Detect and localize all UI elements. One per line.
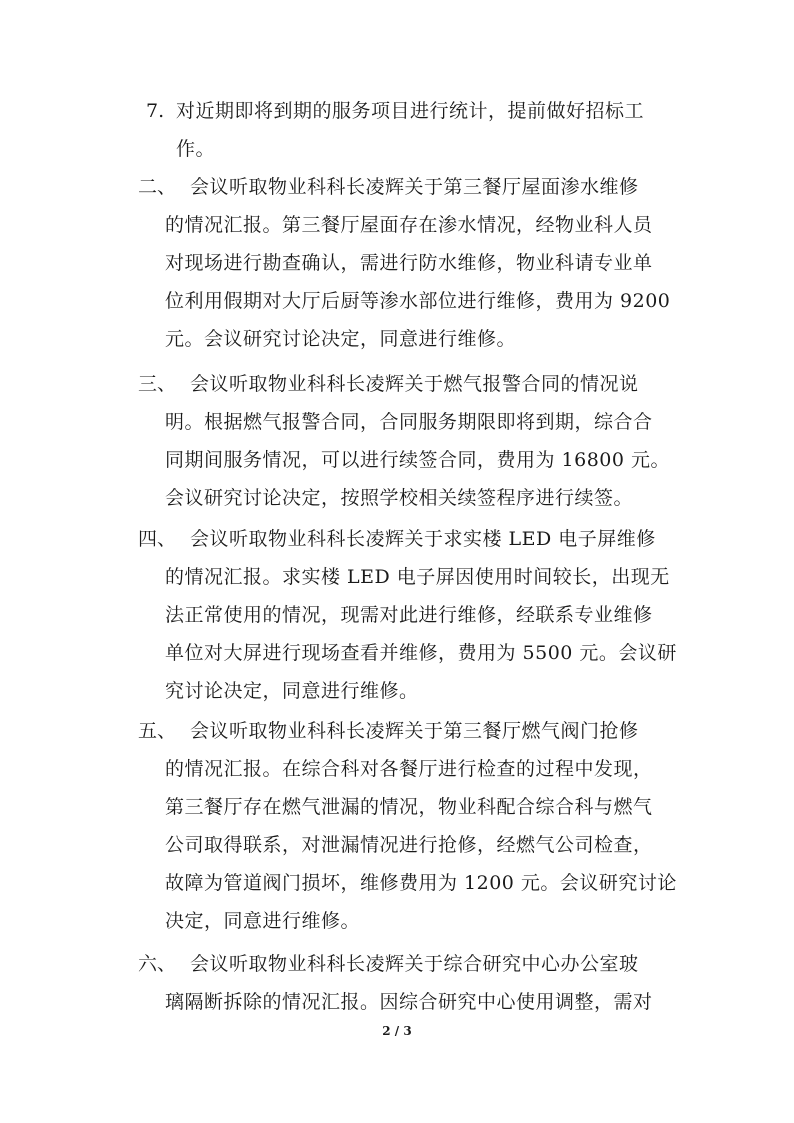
item-line: 会议研究讨论决定，按照学校相关续签程序进行续签。 <box>165 487 634 509</box>
item-number: 五、 <box>138 720 177 742</box>
item-number: 三、 <box>138 373 177 395</box>
item-line: 决定，同意进行维修。 <box>165 910 361 932</box>
item-number: 二、 <box>138 176 177 198</box>
item-line: 究讨论决定，同意进行维修。 <box>165 680 419 702</box>
item-line: 璃隔断拆除的情况汇报。因综合研究中心使用调整，需对 <box>165 991 653 1013</box>
item-line: 元。会议研究讨论决定，同意进行维修。 <box>165 328 517 350</box>
item-line: 会议听取物业科科长凌辉关于综合研究中心办公室玻 <box>190 953 639 975</box>
item-number: 六、 <box>138 953 177 975</box>
item-line: 会议听取物业科科长凌辉关于求实楼 LED 电子屏维修 <box>190 528 656 550</box>
item-line: 同期间服务情况，可以进行续签合同，费用为 16800 元。 <box>165 449 671 471</box>
item-line: 的情况汇报。求实楼 LED 电子屏因使用时间较长，出现无 <box>165 566 670 588</box>
item-line: 明。根据燃气报警合同，合同服务期限即将到期，综合合 <box>165 411 653 433</box>
item-line: 对现场进行勘查确认，需进行防水维修，物业科请专业单 <box>165 252 653 274</box>
item-line: 会议听取物业科科长凌辉关于第三餐厅屋面渗水维修 <box>190 176 639 198</box>
item-line: 对近期即将到期的服务项目进行统计，提前做好招标工 <box>176 100 645 122</box>
item-line: 故障为管道阀门损坏，维修费用为 1200 元。会议研究讨论 <box>165 872 677 894</box>
item-number: 四、 <box>138 528 177 550</box>
item-line: 会议听取物业科科长凌辉关于第三餐厅燃气阀门抢修 <box>190 720 639 742</box>
item-line: 法正常使用的情况，现需对此进行维修，经联系专业维修 <box>165 604 653 626</box>
page-number: 2 / 3 <box>382 1024 412 1038</box>
item-line: 单位对大屏进行现场查看并维修，费用为 5500 元。会议研 <box>165 642 677 664</box>
item-line: 的情况汇报。第三餐厅屋面存在渗水情况，经物业科人员 <box>165 214 653 236</box>
item-line: 会议听取物业科科长凌辉关于燃气报警合同的情况说 <box>190 373 639 395</box>
item-line: 公司取得联系，对泄漏情况进行抢修，经燃气公司检查， <box>165 834 653 856</box>
item-line: 作。 <box>176 138 216 160</box>
item-line: 位利用假期对大厅后厨等渗水部位进行维修，费用为 9200 <box>165 290 671 312</box>
item-line: 第三餐厅存在燃气泄漏的情况，物业科配合综合科与燃气 <box>165 796 653 818</box>
item-line: 的情况汇报。在综合科对各餐厅进行检查的过程中发现， <box>165 758 653 780</box>
item-number: 7. <box>146 100 165 122</box>
